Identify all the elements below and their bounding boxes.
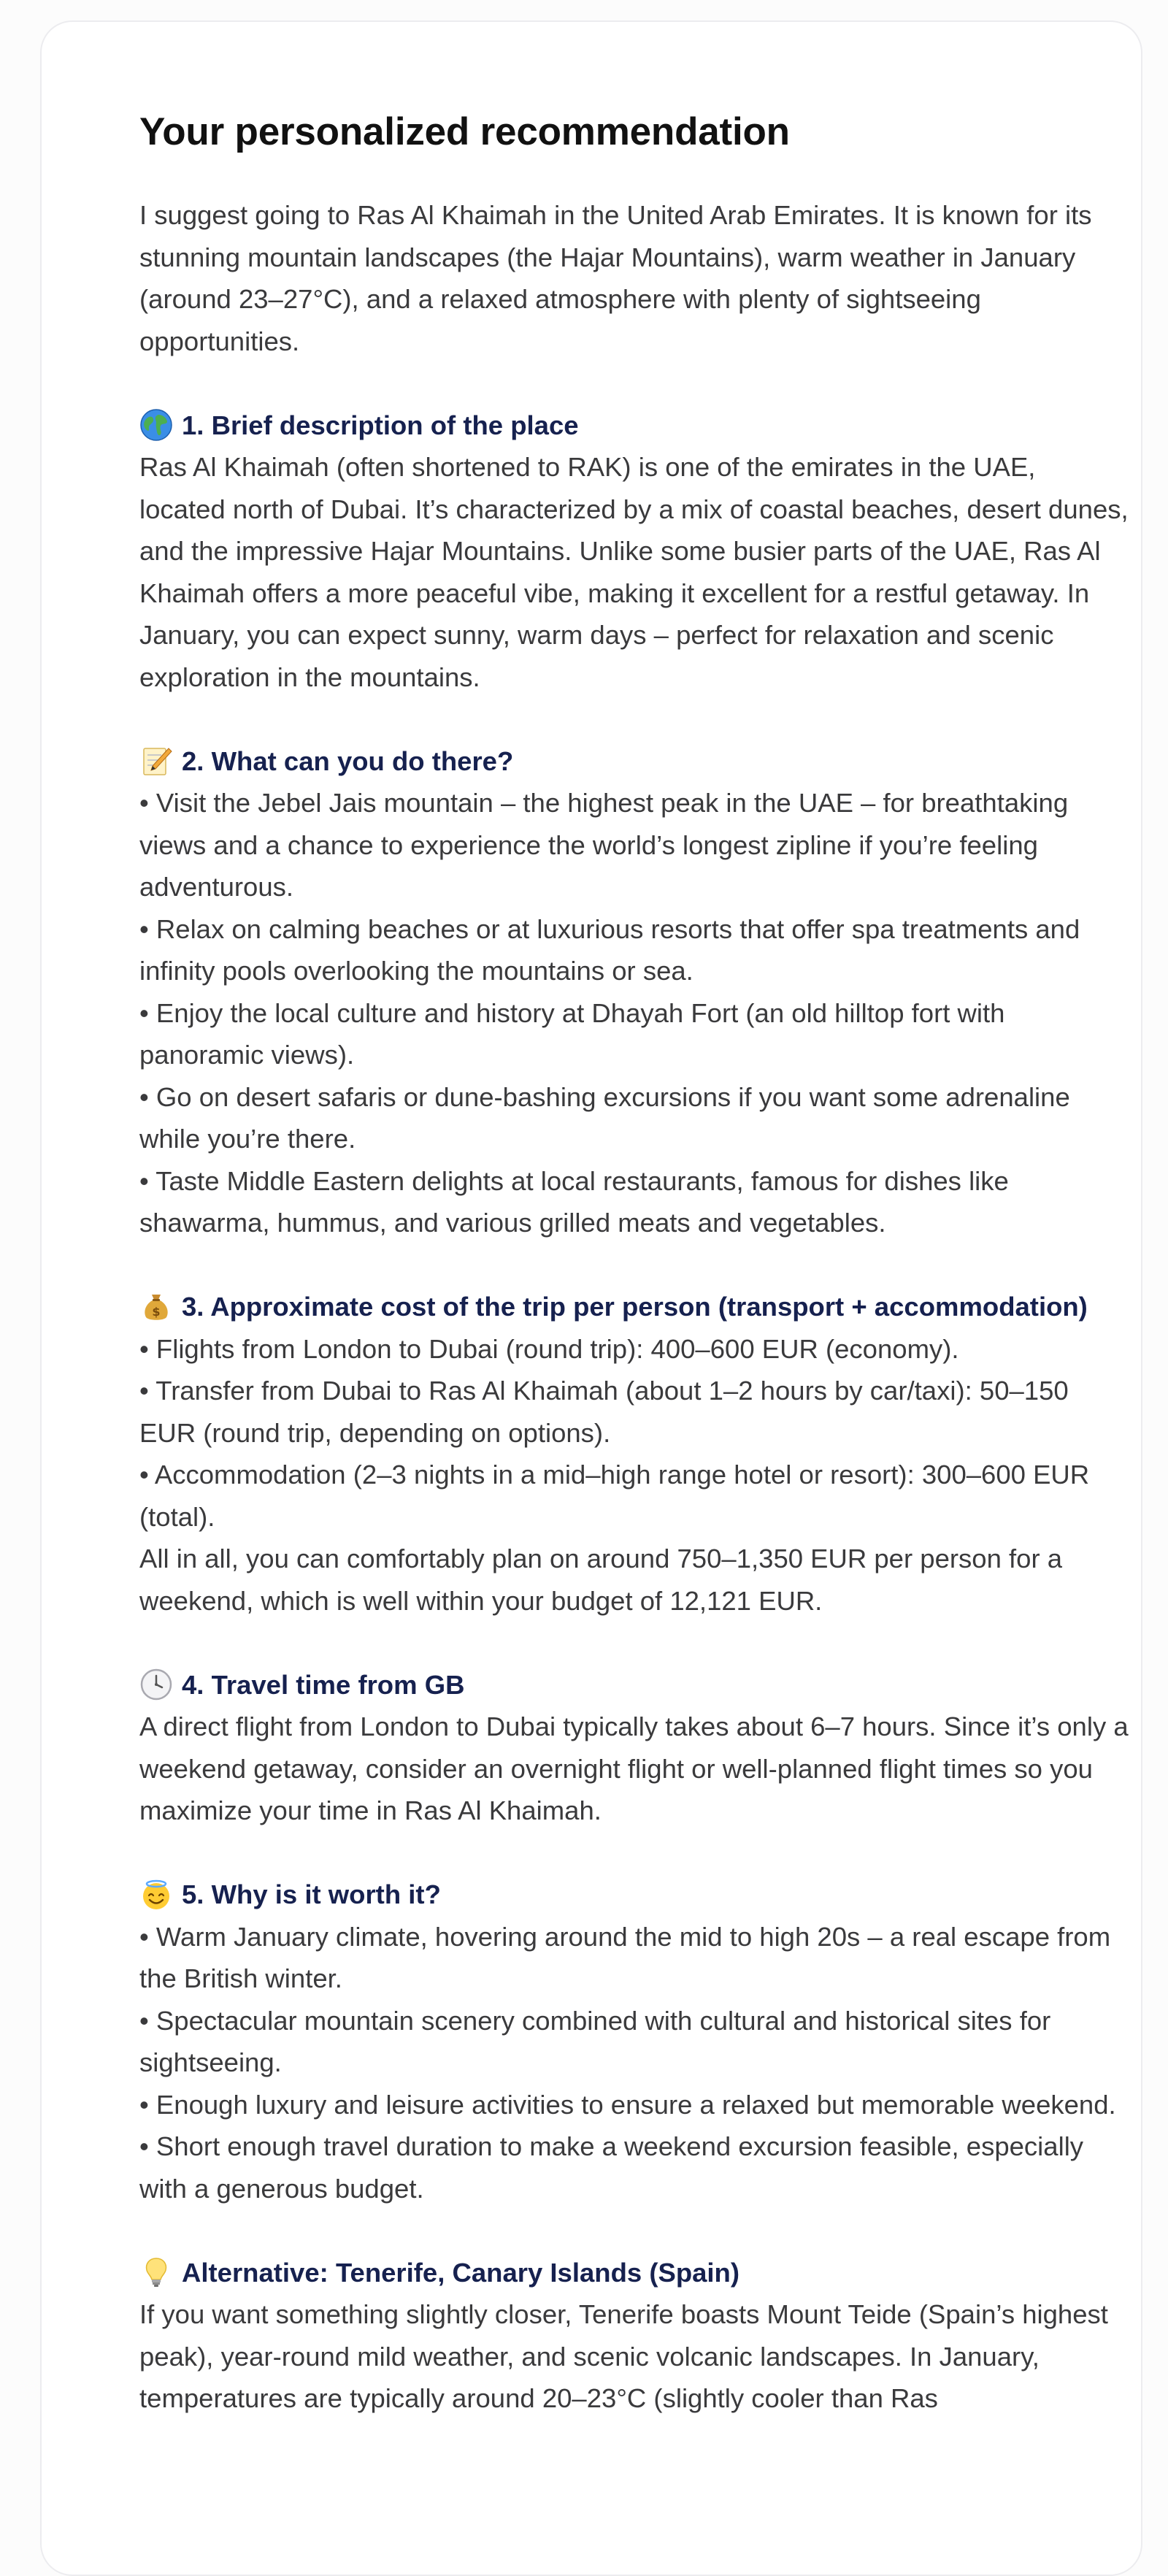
section-heading-text: Alternative: Tenerife, Canary Islands (Spain)	[182, 2257, 740, 2288]
list-item: • Enjoy the local culture and history at Dhayah Fort (an old hilltop fort with panoramic views).	[139, 997, 1005, 1070]
memo-icon	[139, 744, 173, 778]
list-item: • Visit the Jebel Jais mountain – the highest peak in the UAE – for breathtaking views and a chance to experience the world’s longest zipline if you’re feeling adventurous.	[139, 788, 1069, 902]
section-heading	[139, 740, 1129, 783]
list-item: • Transfer from Dubai to Ras Al Khaimah (about 1–2 hours by car/taxi): 50–150 EUR (round trip, depending on options).	[139, 1376, 1069, 1448]
section-heading-text: 1. Brief description of the place	[182, 410, 579, 440]
list-item: • Relax on calming beaches or at luxurious resorts that offer spa treatments and infinity pools overlooking the mountains or sea.	[139, 913, 1080, 986]
list-item: • Go on desert safaris or dune-bashing excursions if you want some adrenaline while you’re there.	[139, 1081, 1070, 1154]
intro-paragraph: I suggest going to Ras Al Khaimah in the United Arab Emirates. It is known for its stunning mountain landscapes (the Hajar Mountains), warm weather in January (around 23–27°C), and a relaxed atmosphere with plenty of sightseeing opportunities.	[139, 200, 1092, 356]
svg-text:$: $	[152, 1305, 161, 1319]
section-heading	[139, 2252, 1129, 2294]
list-item: • Accommodation (2–3 nights in a mid–high range hotel or resort): 300–600 EUR (total).	[139, 1460, 1090, 1532]
list-item: • Spectacular mountain scenery combined with cultural and historical sites for sightseeing.	[139, 2005, 1051, 2077]
section-text: All in all, you can comfortably plan on around 750–1,350 EUR per person for a weekend, which is well within your budget of 12,121 EUR.	[139, 1544, 1063, 1616]
list-item: • Taste Middle Eastern delights at local restaurants, famous for dishes like shawarma, hummus, and various grilled meats and vegetables.	[139, 1165, 1009, 1238]
section-heading	[139, 405, 1129, 447]
section-heading-text: 3. Approximate cost of the trip per person (transport + accommodation)	[182, 1292, 1088, 1322]
light-bulb-icon	[139, 2255, 173, 2289]
section-heading-text: 2. What can you do there?	[182, 745, 514, 776]
section-text: A direct flight from London to Dubai typically takes about 6–7 hours. Since it’s only a weekend getaway, consider an overnight flight or well-planned flight times so you maximize your time in Ras Al Khaimah.	[139, 1711, 1129, 1825]
section-heading-text: 4. Travel time from GB	[182, 1669, 465, 1700]
section-text: Ras Al Khaimah (often shortened to RAK) is one of the emirates in the UAE, located north of Dubai. It’s characterized by a mix of coastal beaches, desert dunes, and the impressive Hajar Mountains. Unlike some busier parts of the UAE, Ras Al Khaimah offers a more peaceful vibe, making it excellent for a restful getaway. In January, you can expect sunny, warm days – perfect for relaxation and scenic exploration in the mountains.	[139, 452, 1129, 692]
clock-icon	[139, 1668, 173, 1701]
smiling-halo-face-icon	[139, 1878, 173, 1912]
section-why-worth-it	[139, 1874, 1129, 2209]
list-item: • Short enough travel duration to make a weekend excursion feasible, especially with a generous budget.	[139, 2131, 1084, 2204]
money-bag-icon	[139, 1290, 173, 1324]
section-activities	[139, 740, 1129, 1244]
section-heading-text: 5. Why is it worth it?	[182, 1879, 441, 1909]
globe-icon	[139, 408, 173, 442]
section-description	[139, 405, 1129, 699]
list-item: • Enough luxury and leisure activities to ensure a relaxed but memorable weekend.	[139, 2089, 1116, 2120]
list-item: • Warm January climate, hovering around the mid to high 20s – a real escape from the British winter.	[139, 1921, 1111, 1993]
section-travel-time	[139, 1664, 1129, 1832]
section-alternative	[139, 2252, 1129, 2420]
section-text: If you want something slightly closer, Tenerife boasts Mount Teide (Spain’s highest peak), year-round mild weather, and scenic volcanic landscapes. In January, temperatures are typically around 20–23°C (slightly cooler than Ras	[139, 2299, 1108, 2413]
section-heading	[139, 1664, 1129, 1706]
section-heading	[139, 1286, 1129, 1328]
recommendation-content	[139, 104, 1129, 2420]
list-item: • Flights from London to Dubai (round trip): 400–600 EUR (economy).	[139, 1333, 959, 1364]
section-cost	[139, 1286, 1129, 1622]
section-heading	[139, 1874, 1129, 1916]
recommendation-card	[40, 20, 1142, 2576]
page-title: Your personalized recommendation	[139, 110, 790, 153]
